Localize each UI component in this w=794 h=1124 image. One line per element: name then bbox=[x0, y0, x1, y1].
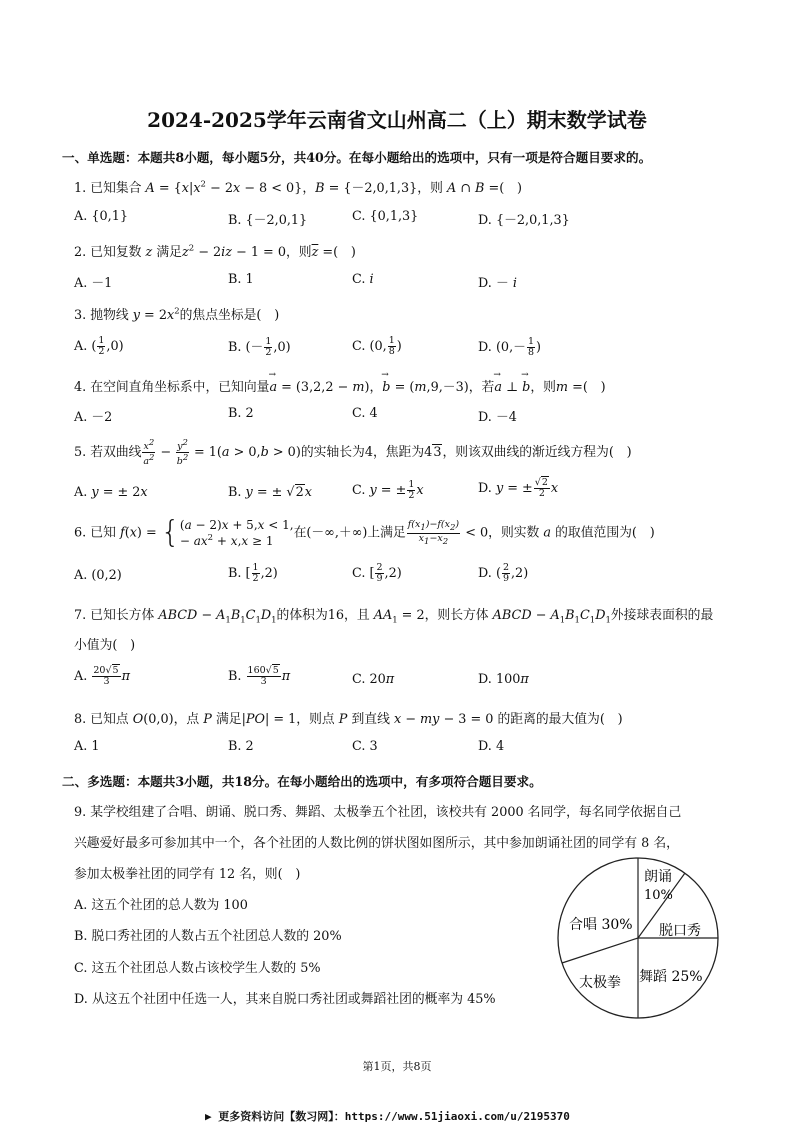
q5-option-a: A. y = ± 2x bbox=[74, 485, 148, 500]
pie-label-wudao: 舞蹈 25% bbox=[639, 969, 703, 985]
q8-option-c: C. 3 bbox=[352, 739, 378, 754]
q9-option-d: D. 从这五个社团中任选一人，其来自脱口秀社团或舞蹈社团的概率为 45% bbox=[74, 992, 496, 1007]
pie-divider-left bbox=[562, 938, 638, 963]
q9-option-a: A. 这五个社团的总人数为 100 bbox=[74, 898, 248, 913]
question-9-line-1: 9. 某学校组建了合唱、朗诵、脱口秀、舞蹈、太极拳五个社团，该校共有 2000 名同学，每名同学依据自己 bbox=[74, 805, 682, 820]
q6-option-a: A. (0,2) bbox=[74, 568, 122, 583]
q1-prefix: 1. 已知集合 bbox=[74, 181, 142, 196]
q5-option-b: B. y = ± √2x bbox=[228, 485, 312, 500]
q4-option-c: C. 4 bbox=[352, 406, 378, 421]
question-9-line-3: 参加太极拳社团的同学有 12 名，则( ) bbox=[74, 867, 301, 882]
question-2: 2. 已知复数 z 满足$z^2 - 2iz - 1 = 0$，则$\overline{z}$ =( ) bbox=[74, 243, 356, 260]
pie-label-langsong: 朗诵 bbox=[644, 869, 672, 885]
q4-option-d: D. －4 bbox=[478, 410, 517, 425]
q3-option-a: A. ( $\frac{1}{2}$ ,0) bbox=[74, 335, 124, 357]
q7-option-d: D. 100π bbox=[478, 672, 529, 687]
section-heading-single-choice: 一、单选题：本题共8小题，每小题5分，共40分。在每小题给出的选项中，只有一项是符合题目要求的。 bbox=[62, 150, 652, 165]
page-number: 第1页，共8页 bbox=[362, 1060, 432, 1073]
q9-option-b: B. 脱口秀社团的人数占五个社团总人数的 20% bbox=[74, 929, 342, 944]
q1-option-d: D. {－2,0,1,3} bbox=[478, 213, 570, 228]
q6-option-c: C. [ $\frac{2}{9}$ ,2) bbox=[352, 562, 402, 584]
q3-option-b: B. (－ $\frac{1}{2}$ ,0) bbox=[228, 336, 291, 358]
q6-option-d: D. ( $\frac{2}{9}$ ,2) bbox=[478, 562, 529, 584]
q1-option-b: B. {－2,0,1} bbox=[228, 213, 308, 228]
q2-option-d: D. － i bbox=[478, 276, 517, 291]
q4-option-a: A. －2 bbox=[74, 410, 113, 425]
question-7: 7. 已知长方体 ABCD − $A_1B_1C_1D_1$的体积为16，且 $AA_1 = 2$，则长方体 ABCD − $A_1B_1C_1D_1$外接球表面积的最 bbox=[74, 608, 714, 626]
pie-label-tuokouxiu: 脱口秀 bbox=[659, 923, 701, 939]
q8-option-a: A. 1 bbox=[74, 739, 100, 754]
pie-label-langsong-pct: 10% bbox=[644, 888, 673, 903]
q2-option-a: A. －1 bbox=[74, 276, 113, 291]
question-9-line-2: 兴趣爱好最多可参加其中一个，各个社团的人数比例的饼状图如图所示，其中参加朗诵社团的同学有 8 名， bbox=[74, 836, 679, 851]
promo-banner-link[interactable]: ▶ 更多资料访问【数习网】：https://www.51jiaoxi.com/u/2195370 bbox=[205, 1110, 570, 1123]
page-title: 2024-2025学年云南省文山州高二（上）期末数学试卷 bbox=[147, 108, 647, 132]
q7-option-b: B. $\frac{160√5}{3}$ π bbox=[228, 665, 291, 687]
question-8: 8. 已知点 O(0,0)，点 P 满足|PO| = 1，则点 P 到直线 x − my − 3 = 0 的距离的最大值为( ) bbox=[74, 712, 623, 727]
q6-option-b: B. [ $\frac{1}{2}$ ,2) bbox=[228, 562, 278, 584]
pie-label-hechang: 合唱 30% bbox=[569, 917, 633, 933]
pie-label-taijiquan: 太极拳 bbox=[579, 975, 621, 991]
q1-option-c: C. {0,1,3} bbox=[352, 209, 419, 224]
question-6: 6. 已知 f(x) = {(a − 2)x + 5,x < 1, − $ax^2 + x,x \ge 1$ 在(－∞,＋∞)上满足 $\frac{f(x_1)-f(x_2)}{x_1-x_2}$ < 0，则实数 a 的取值范围为( ) bbox=[74, 515, 655, 550]
q4-option-b: B. 2 bbox=[228, 406, 254, 421]
q9-option-c: C. 这五个社团总人数占该校学生人数的 5% bbox=[74, 961, 321, 976]
q2-option-b: B. 1 bbox=[228, 272, 254, 287]
q1-option-a: A. {0,1} bbox=[74, 209, 129, 224]
club-pie-chart bbox=[553, 853, 723, 1023]
q5-option-d: D. y = ± $\frac{√2}{2}$ x bbox=[478, 477, 559, 499]
q7-option-a: A. $\frac{20√5}{3}$ π bbox=[74, 665, 131, 687]
q5-option-c: C. y = ± $\frac{1}{2}$ x bbox=[352, 479, 424, 501]
question-1: 1. 已知集合 $A = \{x|x^2 - 2x - 8 < 0\}$，B = {－2,0,1,3}，则 A ∩ B =( ) bbox=[74, 179, 523, 196]
question-7-line-2: 小值为( ) bbox=[74, 638, 136, 653]
q3-option-d: D. (0,－ $\frac{1}{8}$ ) bbox=[478, 336, 541, 358]
q2-option-c: C. i bbox=[352, 272, 374, 287]
q8-option-b: B. 2 bbox=[228, 739, 254, 754]
question-4: 4. 在空间直角坐标系中，已知向量→ a = (3,2,2 − m)，→ b = (m,9,－3)，若→ a ⊥ → b，则m =( ) bbox=[74, 376, 606, 395]
q7-option-c: C. 20π bbox=[352, 672, 395, 687]
q3-option-c: C. (0, $\frac{1}{8}$ ) bbox=[352, 335, 402, 357]
q8-option-d: D. 4 bbox=[478, 739, 505, 754]
question-5: 5. 若双曲线 $\frac{x^2}{a^2}$ − $\frac{y^2}{b^2}$ = 1(a > 0,b > 0)的实轴长为4，焦距为43，则该双曲线的渐近线方程为( ) bbox=[74, 438, 632, 468]
section-heading-multiple-choice: 二、多选题：本题共3小题，共18分。在每小题给出的选项中，有多项符合题目要求。 bbox=[62, 774, 542, 789]
question-3: 3. 抛物线 $y = 2x^2$的焦点坐标是( ) bbox=[74, 306, 280, 323]
